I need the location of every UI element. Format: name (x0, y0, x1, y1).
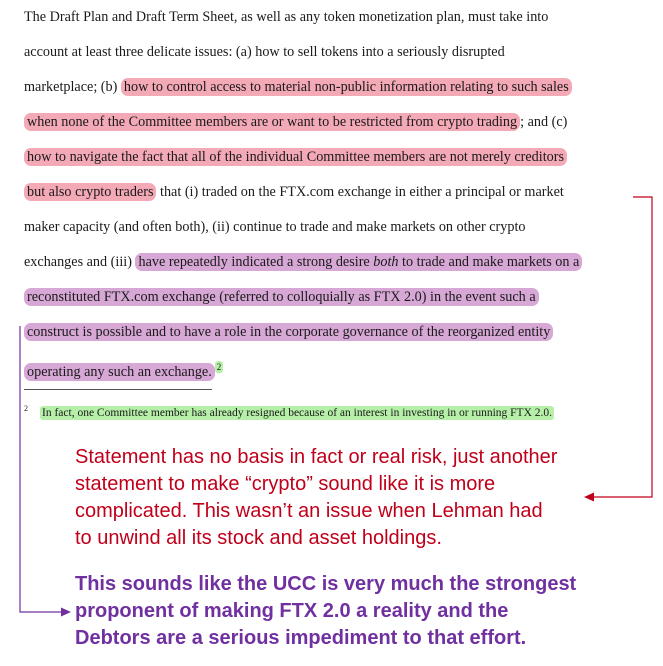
pink-highlight: how to navigate the fact that all of the individual Committee members are not merely creditors (24, 148, 567, 166)
comment-line: Statement has no basis in fact or real risk, just another (75, 446, 558, 468)
comment-line: Debtors are a serious impediment to that effort. (75, 627, 527, 649)
footnote-mark: 2 (24, 404, 28, 413)
purple-highlight: construct is possible and to have a role in the corporate governance of the reorganized entity (24, 323, 553, 341)
comment-line: to unwind all its stock and asset holdings. (75, 527, 442, 549)
comment-line: statement to make “crypto” sound like it is more (75, 473, 496, 495)
line-text: ; and (c) (520, 114, 568, 130)
line-text: account at least three delicate issues: (a) how to sell tokens into a seriously disrupted (24, 44, 505, 60)
line-text: marketplace; (b) (24, 79, 121, 95)
pink-highlight: but also crypto traders (24, 183, 156, 201)
line-text: The Draft Plan and Draft Term Sheet, as well as any token monetization plan, must take into (24, 9, 549, 25)
purple-highlight: operating any such an exchange. (24, 363, 215, 381)
highlight-text: to trade and make markets on a (398, 254, 580, 270)
line-text: maker capacity (and often both), (ii) continue to trade and make markets on other crypto (24, 219, 526, 235)
purple-arrowhead-icon (61, 608, 71, 617)
line-text: exchanges and (iii) (24, 254, 136, 270)
line-text: that (i) traded on the FTX.com exchange in either a principal or market (156, 184, 564, 200)
emphasis-text: both (373, 254, 399, 270)
pink-highlight: when none of the Committee members are or want to be restricted from crypto trading (24, 113, 520, 131)
red-connector-line (592, 197, 652, 497)
pink-highlight: how to control access to material non-public information relating to such sales (121, 78, 572, 96)
highlight-text: have repeatedly indicated a strong desire (138, 254, 374, 270)
red-arrowhead-icon (584, 493, 594, 502)
footnote-reference: 2 (216, 362, 222, 372)
purple-connector-line (20, 326, 62, 612)
comment-line: complicated. This wasn’t an issue when Lehman had (75, 500, 543, 522)
footnote-text: In fact, one Committee member has already resigned because of an interest in investing in or running FTX 2.0. (42, 406, 553, 419)
comment-line: proponent of making FTX 2.0 a reality and the (75, 600, 509, 622)
comment-line: This sounds like the UCC is very much the strongest (75, 573, 577, 595)
purple-highlight: reconstituted FTX.com exchange (referred to colloquially as FTX 2.0) in the event such a (24, 288, 539, 306)
